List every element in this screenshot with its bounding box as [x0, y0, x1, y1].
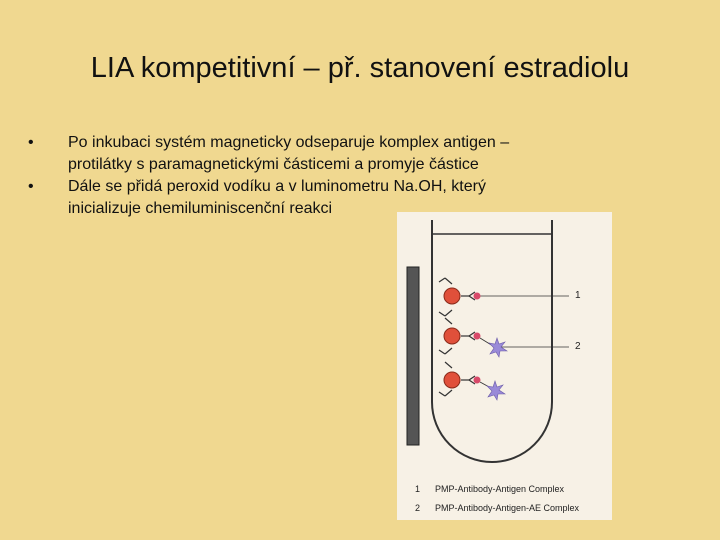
bullet-text-line: inicializuje chemiluminiscenční reakci: [68, 200, 333, 217]
diagram-drawing: [397, 212, 612, 520]
antigen-dot: [474, 377, 481, 384]
antigen-dot: [474, 333, 481, 340]
bead-complex-3: [439, 362, 505, 400]
bullet-item: [28, 132, 698, 176]
paramagnetic-particle: [444, 288, 460, 304]
bullet-marker: •: [28, 134, 34, 151]
bead-complex-2: [439, 318, 507, 357]
chemiluminescence-diagram: [397, 212, 612, 520]
bullet-list: [28, 132, 698, 220]
legend-item-1: [415, 484, 564, 495]
paramagnetic-particle: [444, 328, 460, 344]
acridinium-ester-star: [489, 338, 507, 357]
bead-complex-1: [439, 278, 481, 316]
legend-number: 2: [415, 503, 421, 513]
diagram-label-2: 2: [575, 341, 581, 352]
acridinium-ester-star: [487, 381, 505, 400]
bullet-text-line: Dále se přidá peroxid vodíku a v luminometru Na.OH, který: [68, 178, 486, 195]
antigen-dot: [474, 293, 481, 300]
legend-number: 1: [415, 484, 421, 494]
legend-text: PMP-Antibody-Antigen-AE Complex: [435, 503, 580, 513]
bullet-text-line: Po inkubaci systém magneticky odseparuje komplex antigen –: [68, 134, 510, 151]
diagram-label-1: 1: [575, 290, 581, 301]
legend-text: PMP-Antibody-Antigen Complex: [435, 484, 565, 494]
paramagnetic-particle: [444, 372, 460, 388]
slide-title: LIA kompetitivní – př. stanovení estradiolu: [90, 52, 630, 84]
bullet-marker: •: [28, 178, 34, 195]
legend-item-2: [415, 503, 579, 514]
bullet-text-line: protilátky s paramagnetickými částicemi a promyje částice: [68, 156, 479, 173]
magnet-bar: [407, 267, 419, 445]
